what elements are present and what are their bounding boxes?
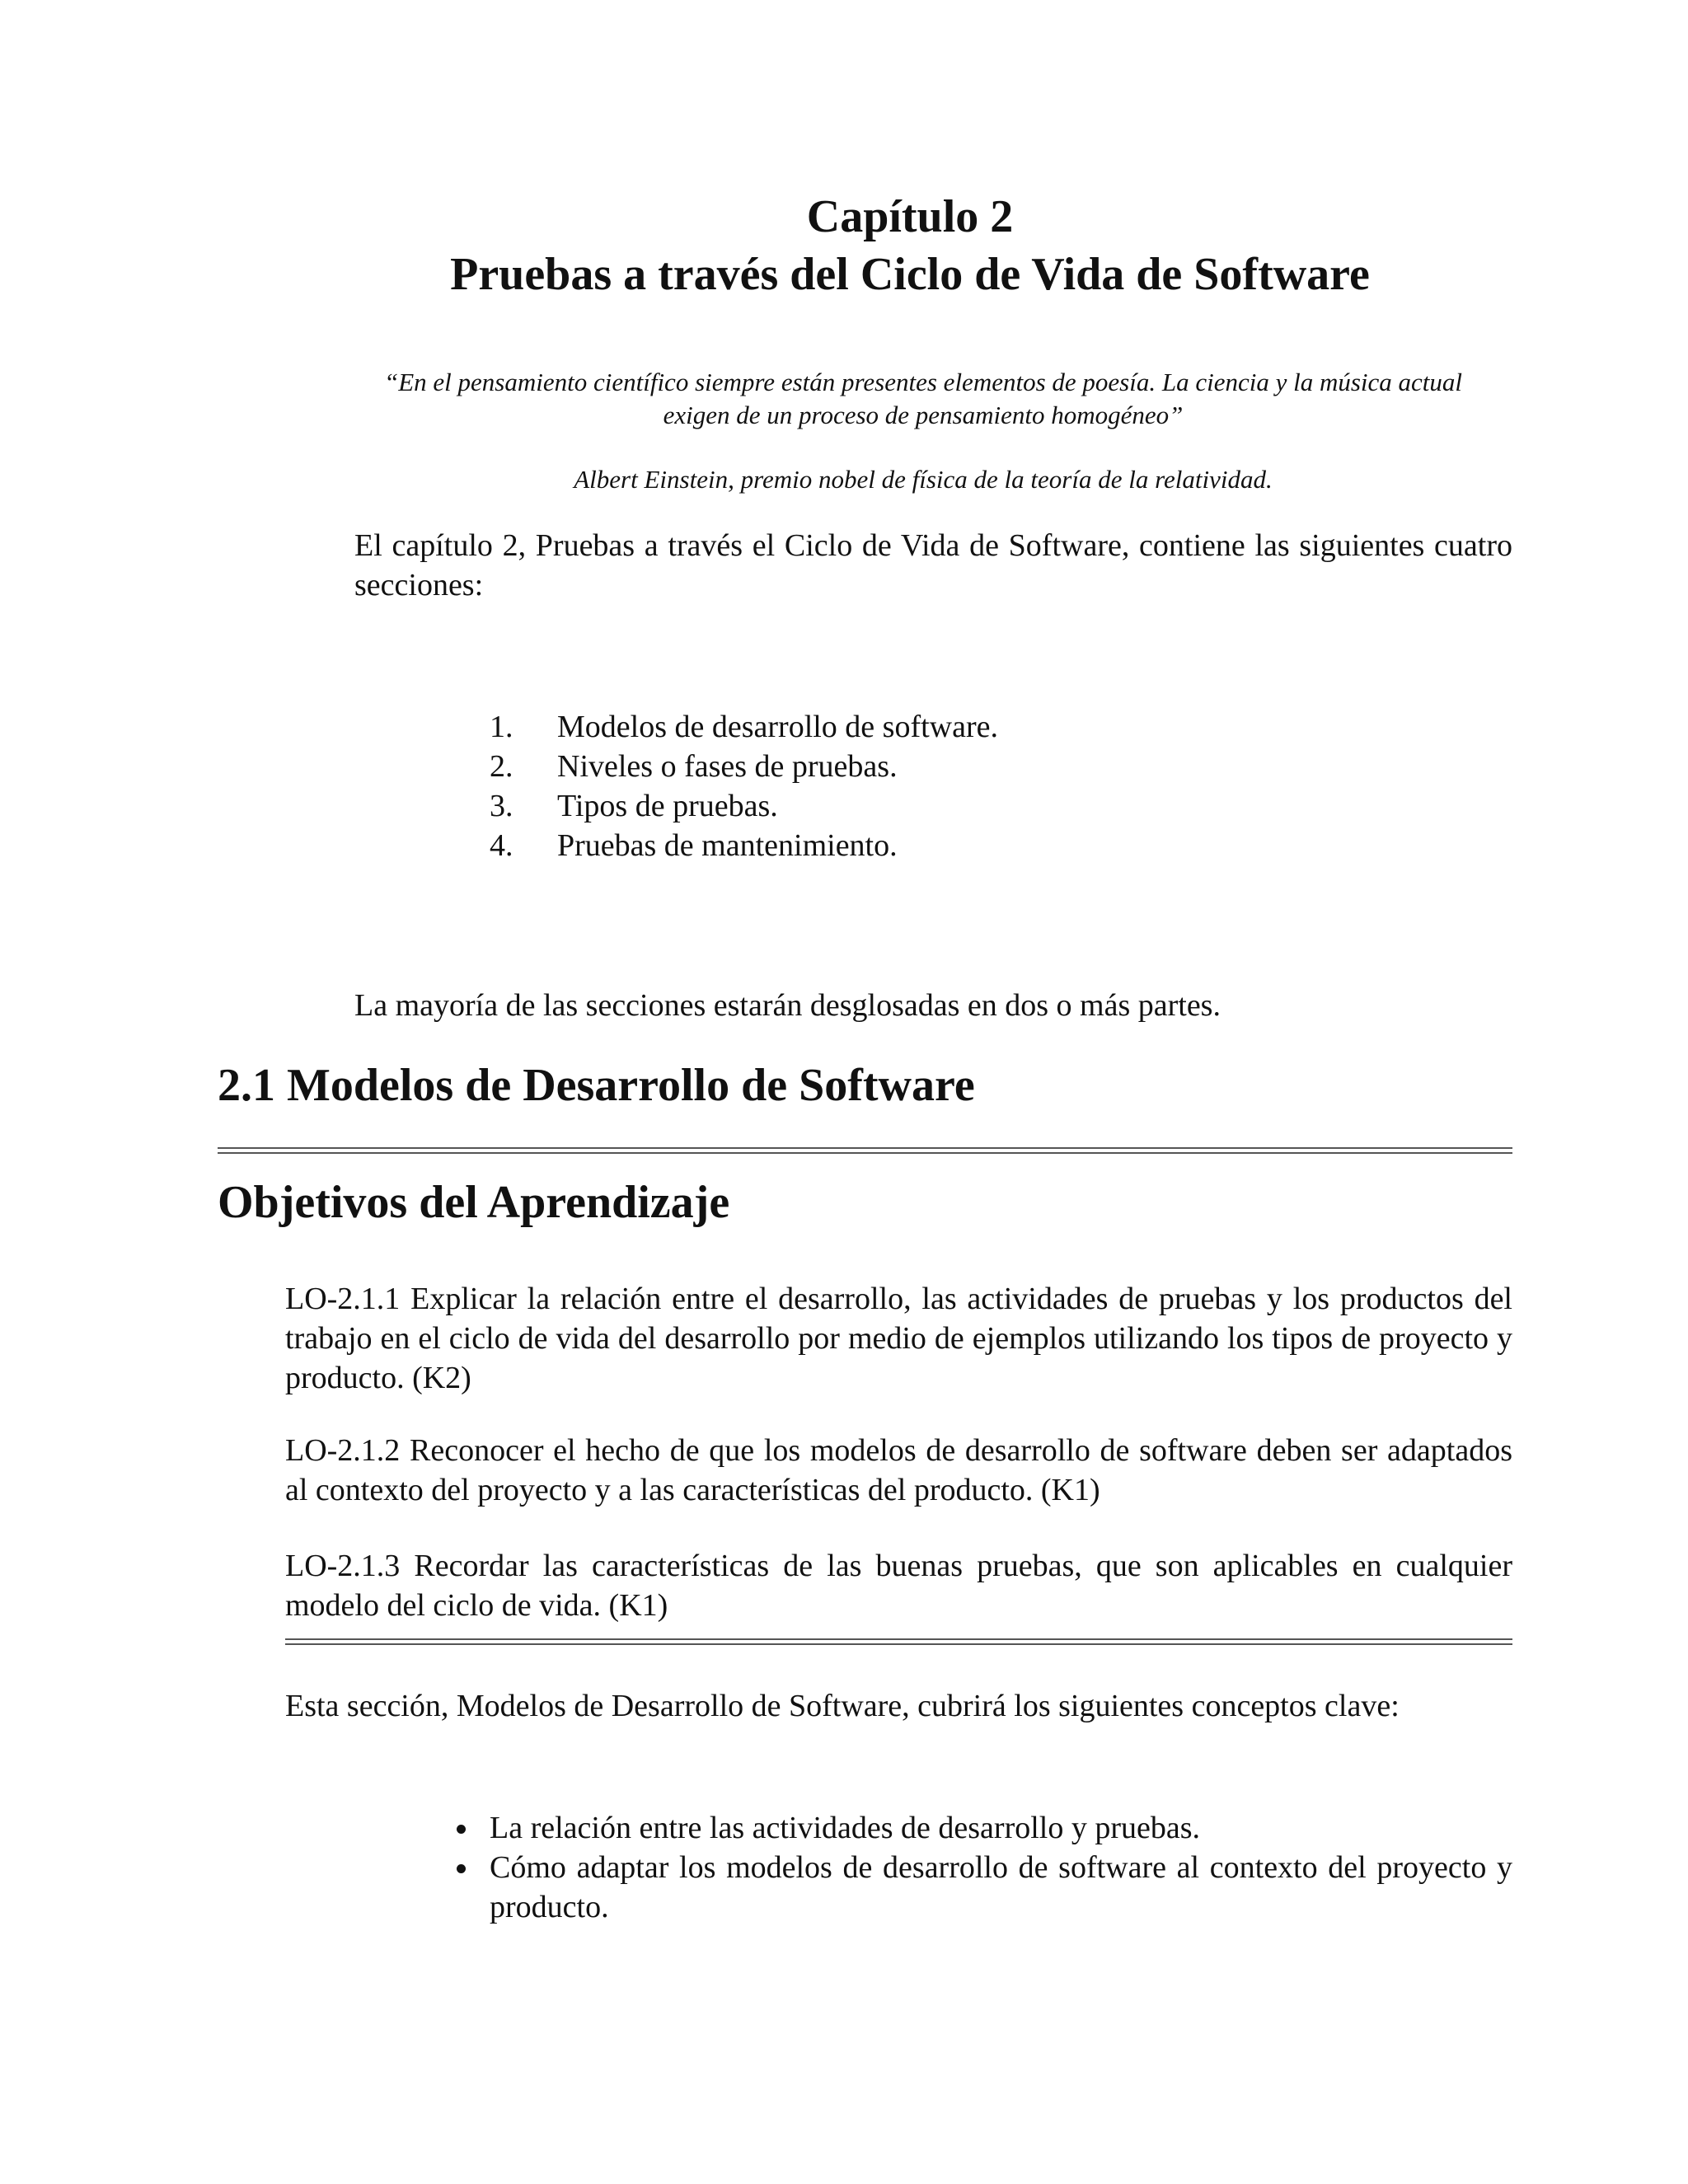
sections-list	[490, 707, 1231, 865]
divider	[285, 1638, 1512, 1645]
list-item	[490, 747, 1231, 786]
list-item-text: Tipos de pruebas.	[557, 789, 778, 823]
list-item	[490, 826, 1231, 865]
list-item-text: Modelos de desarrollo de software.	[557, 710, 999, 744]
concepts-list	[450, 1808, 1512, 1927]
epigraph-author: Albert Einstein, premio nobel de física de la teoría de la relatividad.	[574, 465, 1273, 494]
list-item-number: 3.	[490, 789, 513, 823]
list-item-number: 4.	[490, 828, 513, 863]
learning-objective: LO-2.1.3 Recordar las características de las buenas pruebas, que son aplicables en cualquier modelo del ciclo de vida. (K1)	[285, 1549, 1512, 1623]
list-item	[490, 786, 1231, 826]
objectives-heading: Objetivos del Aprendizaje	[218, 1177, 730, 1228]
list-item-text: Niveles o fases de pruebas.	[557, 749, 898, 784]
bullet-icon	[450, 1808, 490, 1848]
epigraph-quote: “En el pensamiento científico siempre están presentes elementos de poesía. La ciencia y la música actual exigen de un proceso de pensamiento homogéneo”	[383, 368, 1463, 429]
chapter-title: Pruebas a través del Ciclo de Vida de Software	[450, 249, 1370, 300]
divider	[218, 1147, 1512, 1154]
list-item-text: La relación entre las actividades de desarrollo y pruebas.	[490, 1811, 1201, 1845]
chapter-number: Capítulo 2	[806, 191, 1014, 242]
chapter-intro: El capítulo 2, Pruebas a través el Ciclo de Vida de Software, contiene las siguientes cuatro secciones:	[354, 528, 1512, 602]
closing-paragraph: La mayoría de las secciones estarán desglosadas en dos o más partes.	[354, 988, 1221, 1023]
learning-objective: LO-2.1.2 Reconocer el hecho de que los modelos de desarrollo de software deben ser adaptados al contexto del proyecto y a las características del producto. (K1)	[285, 1433, 1512, 1507]
list-item	[450, 1848, 1512, 1927]
list-item-text: Pruebas de mantenimiento.	[557, 828, 898, 863]
list-item	[450, 1808, 1512, 1848]
concepts-intro: Esta sección, Modelos de Desarrollo de Software, cubrirá los siguientes conceptos clave:	[285, 1689, 1400, 1723]
list-item-number: 2.	[490, 749, 513, 784]
learning-objective: LO-2.1.1 Explicar la relación entre el desarrollo, las actividades de pruebas y los productos del trabajo en el ciclo de vida del desarrollo por medio de ejemplos utilizando los tipos de proyecto y producto. (K2)	[285, 1282, 1512, 1395]
list-item	[490, 707, 1231, 747]
bullet-icon	[450, 1848, 490, 1887]
list-item-number: 1.	[490, 710, 513, 744]
section-heading: 2.1 Modelos de Desarrollo de Software	[218, 1060, 975, 1111]
list-item-text: Cómo adaptar los modelos de desarrollo de software al contexto del proyecto y producto.	[490, 1850, 1512, 1924]
